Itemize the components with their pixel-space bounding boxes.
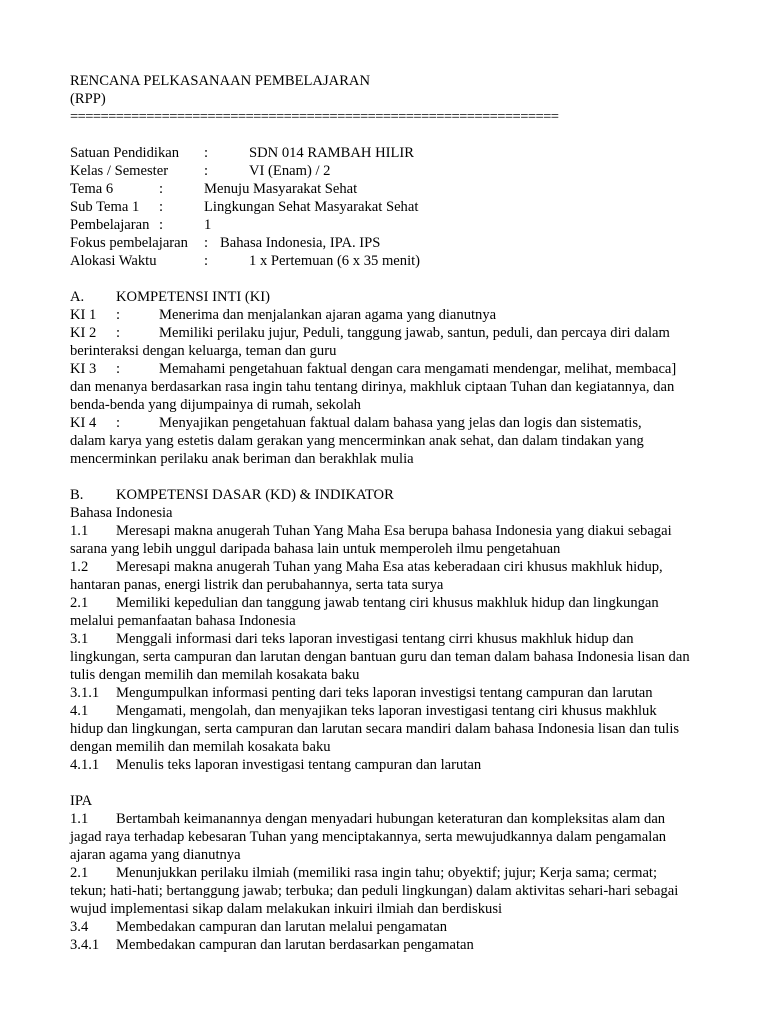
kd-text: Menunjukkan perilaku ilmiah (memiliki rasa ingin tahu; obyektif; jujur; Kerja sama; cermat; xyxy=(116,865,658,881)
identity-value: Bahasa Indonesia, IPA. IPS xyxy=(220,235,381,251)
identity-value: 1 xyxy=(204,217,212,233)
section-title: KOMPETENSI INTI (KI) xyxy=(116,289,271,305)
identity-row xyxy=(70,180,700,198)
document-subtitle: (RPP) xyxy=(70,91,106,107)
kd-continuation: lingkungan, serta campuran dan larutan dengan bantuan guru dan teman dalam bahasa Indonesia lisan dan tulis dengan memilih dan memilah kosakata baku xyxy=(70,649,690,683)
kd-number: 2.1 xyxy=(70,865,89,881)
kd-continuation: hantaran panas, energi listrik dan perubahannya, serta tata surya xyxy=(70,577,444,593)
ki-item xyxy=(70,324,700,360)
separator-rule: ================================================================ xyxy=(70,109,559,125)
kd-continuation: jagad raya terhadap kebesaran Tuhan yang menciptakannya, serta mewujudkannya dalam pengamalan ajaran agama yang dianutnya xyxy=(70,829,667,863)
ki-code: KI 4 xyxy=(70,415,97,431)
kd-number: 3.1 xyxy=(70,631,89,647)
spacer xyxy=(70,270,700,288)
identity-row xyxy=(70,216,700,234)
kd-item xyxy=(70,810,700,864)
identity-label: Fokus pembelajaran xyxy=(70,235,188,251)
identity-colon: : xyxy=(159,181,164,197)
identity-row xyxy=(70,144,700,162)
ki-colon: : xyxy=(116,361,121,377)
document-page xyxy=(70,72,700,954)
identity-colon: : xyxy=(204,235,209,251)
ki-text: Menerima dan menjalankan ajaran agama yang dianutnya xyxy=(159,307,497,323)
ki-colon: : xyxy=(116,415,121,431)
identity-row xyxy=(70,252,700,270)
kd-number: 3.4.1 xyxy=(70,937,100,953)
kd-item xyxy=(70,918,700,936)
ki-colon: : xyxy=(116,325,121,341)
ki-code: KI 3 xyxy=(70,361,97,377)
identity-colon: : xyxy=(204,163,209,179)
kd-continuation: melalui pemanfaatan bahasa Indonesia xyxy=(70,613,296,629)
kd-text: Membedakan campuran dan larutan berdasarkan pengamatan xyxy=(116,937,474,953)
section-letter: B. xyxy=(70,487,84,503)
identity-row xyxy=(70,234,700,252)
kd-item xyxy=(70,702,700,756)
identity-label: Alokasi Waktu xyxy=(70,253,157,269)
ki-text: Memiliki perilaku jujur, Peduli, tanggung jawab, santun, peduli, dan percaya diri dalam xyxy=(159,325,670,341)
ki-continuation: berinteraksi dengan keluarga, teman dan guru xyxy=(70,343,337,359)
ki-colon: : xyxy=(116,307,121,323)
spacer xyxy=(70,468,700,486)
kd-text: Bertambah keimanannya dengan menyadari hubungan keteraturan dan kompleksitas alam dan xyxy=(116,811,666,827)
ki-continuation: dalam karya yang estetis dalam gerakan yang mencerminkan anak sehat, dan dalam tindakan yang mencerminkan perilaku anak beriman dan berakhlak mulia xyxy=(70,433,644,467)
ki-code: KI 1 xyxy=(70,307,97,323)
kd-item xyxy=(70,558,700,594)
kd-number: 1.1 xyxy=(70,811,89,827)
ki-head xyxy=(70,306,700,324)
identity-colon: : xyxy=(159,199,164,215)
kd-text: Meresapi makna anugerah Tuhan yang Maha Esa atas keberadaan ciri khusus makhluk hidup, xyxy=(116,559,663,575)
identity-label: Sub Tema 1 xyxy=(70,199,140,215)
kd-item xyxy=(70,756,700,774)
ki-head xyxy=(70,414,700,432)
kd-text: Menggali informasi dari teks laporan investigasi tentang cirri khusus makhluk hidup dan xyxy=(116,631,634,647)
identity-colon: : xyxy=(204,145,209,161)
kd-continuation: hidup dan lingkungan, serta campuran dan larutan secara mandiri dalam bahasa Indonesia lisan dan tulis dengan memilih dan memilah kosakata baku xyxy=(70,721,680,755)
ki-item xyxy=(70,306,700,324)
kd-number: 1.1 xyxy=(70,523,89,539)
subject-heading-ipa: IPA xyxy=(70,793,93,809)
ki-item xyxy=(70,360,700,414)
kd-number: 4.1.1 xyxy=(70,757,100,773)
kd-continuation: tekun; hati-hati; bertanggung jawab; terbuka; dan peduli lingkungan) dalam aktivitas sehari-hari sebagai wujud implementasi sikap dalam melakukan inkuiri ilmiah dan berdiskusi xyxy=(70,883,679,917)
kd-text: Memiliki kepedulian dan tanggung jawab tentang ciri khusus makhluk hidup dan lingkungan xyxy=(116,595,659,611)
kd-number: 4.1 xyxy=(70,703,89,719)
kd-number: 2.1 xyxy=(70,595,89,611)
document-title: RENCANA PELKASANAAN PEMBELAJARAN xyxy=(70,73,371,89)
identity-row xyxy=(70,162,700,180)
identity-value: SDN 014 RAMBAH HILIR xyxy=(249,145,414,161)
identity-value: Lingkungan Sehat Masyarakat Sehat xyxy=(204,199,419,215)
kd-text: Meresapi makna anugerah Tuhan Yang Maha Esa berupa bahasa Indonesia yang diakui sebagai xyxy=(116,523,672,539)
subject-heading-bahasa-indonesia: Bahasa Indonesia xyxy=(70,505,173,521)
ki-continuation: dan menanya berdasarkan rasa ingin tahu tentang dirinya, makhluk ciptaan Tuhan dan kegiatannya, dan benda-benda yang dijumpainya di rumah, sekolah xyxy=(70,379,675,413)
identity-value: Menuju Masyarakat Sehat xyxy=(204,181,358,197)
identity-value: VI (Enam) / 2 xyxy=(249,163,331,179)
ki-head xyxy=(70,360,700,378)
kd-text: Mengumpulkan informasi penting dari teks laporan investigsi tentang campuran dan larutan xyxy=(116,685,653,701)
ki-head xyxy=(70,324,700,342)
identity-colon: : xyxy=(159,217,164,233)
kd-number: 3.4 xyxy=(70,919,89,935)
kd-item xyxy=(70,522,700,558)
identity-colon: : xyxy=(204,253,209,269)
spacer xyxy=(70,774,700,792)
kd-number: 1.2 xyxy=(70,559,89,575)
identity-block xyxy=(70,144,700,270)
ki-item xyxy=(70,414,700,468)
identity-row xyxy=(70,198,700,216)
kd-number: 3.1.1 xyxy=(70,685,100,701)
kd-text: Membedakan campuran dan larutan melalui pengamatan xyxy=(116,919,448,935)
ki-code: KI 2 xyxy=(70,325,97,341)
kd-text: Menulis teks laporan investigasi tentang campuran dan larutan xyxy=(116,757,482,773)
kd-item xyxy=(70,864,700,918)
identity-label: Kelas / Semester xyxy=(70,163,169,179)
ki-text: Memahami pengetahuan faktual dengan cara mengamati mendengar, melihat, membaca] xyxy=(159,361,677,377)
ki-text: Menyajikan pengetahuan faktual dalam bahasa yang jelas dan logis dan sistematis, xyxy=(159,415,642,431)
spacer xyxy=(70,126,700,144)
identity-label: Satuan Pendidikan xyxy=(70,145,180,161)
kd-item xyxy=(70,630,700,684)
kd-item xyxy=(70,684,700,702)
kd-continuation: sarana yang lebih unggul daripada bahasa lain untuk memperoleh ilmu pengetahuan xyxy=(70,541,561,557)
identity-label: Tema 6 xyxy=(70,181,114,197)
kd-text: Mengamati, mengolah, dan menyajikan teks laporan investigasi tentang ciri khusus makhluk xyxy=(116,703,657,719)
kd-item xyxy=(70,936,700,954)
identity-label: Pembelajaran xyxy=(70,217,150,233)
section-title: KOMPETENSI DASAR (KD) & INDIKATOR xyxy=(116,487,394,503)
identity-value: 1 x Pertemuan (6 x 35 menit) xyxy=(249,253,421,269)
section-a-heading xyxy=(70,288,700,306)
section-b-heading xyxy=(70,486,700,504)
kd-item xyxy=(70,594,700,630)
section-letter: A. xyxy=(70,289,85,305)
